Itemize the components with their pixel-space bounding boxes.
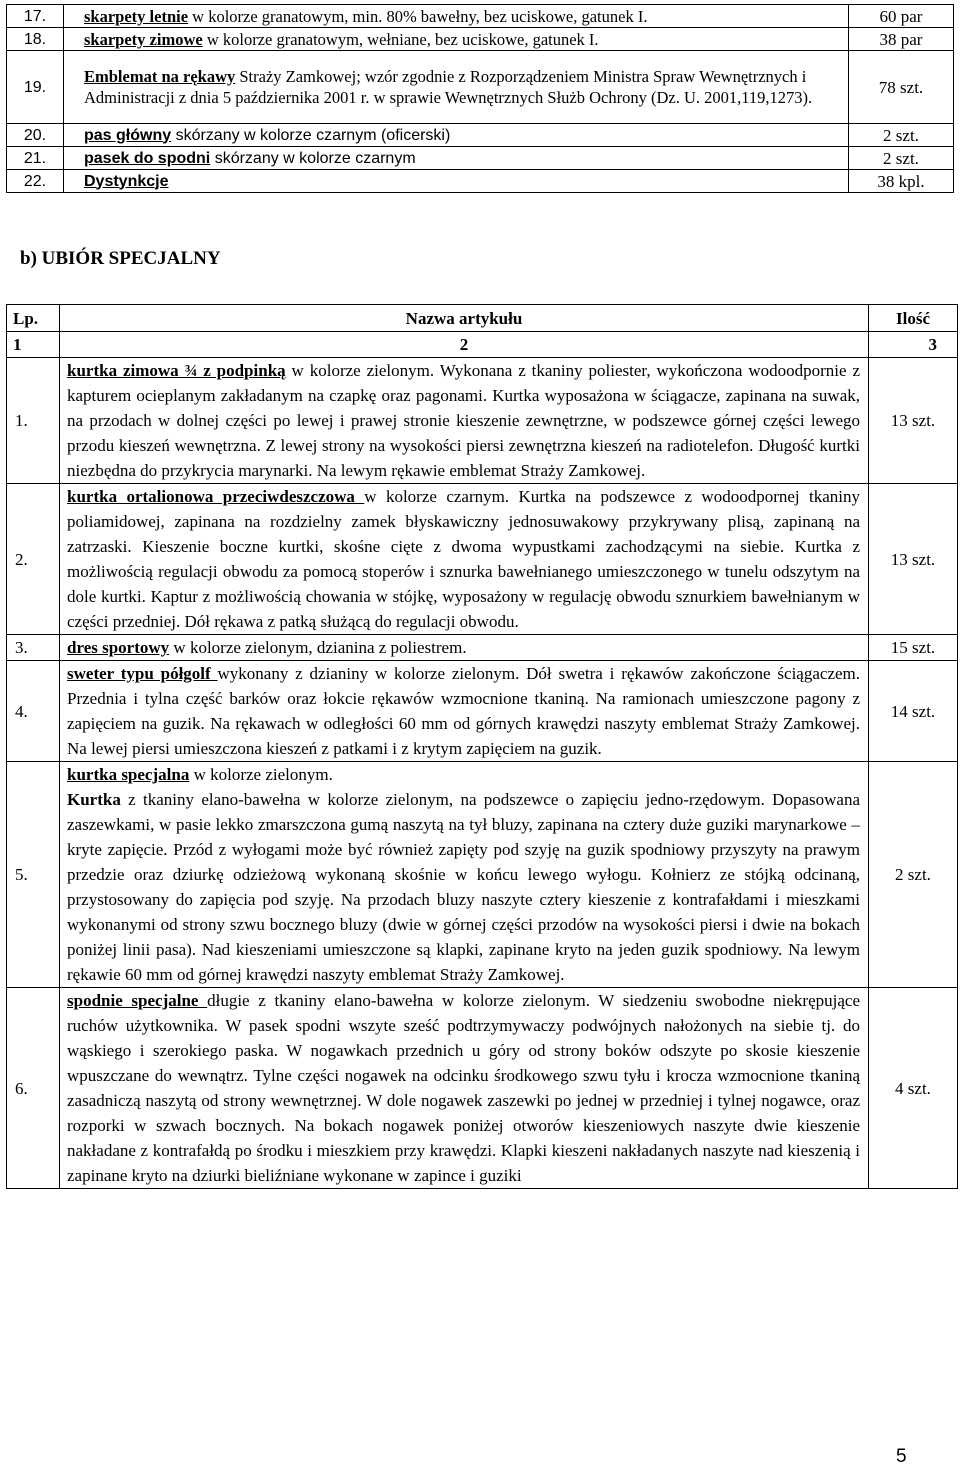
item-description [60,484,869,635]
item-name: pasek do spodni [84,149,211,167]
table-row [7,762,958,988]
table-row [7,988,958,1189]
row-number: 22. [7,170,64,193]
item-details: w kolorze czarnym. Kurtka na podszewce z wodoodpornej tkaniny poliamidowej, zapinana na rozdzielny zamek błyskawiczny jednosuwakowy przykrywany plisą, zapinaną na zatrzaski. Kieszenie boczne kurtki, skośne cięte z dwoma wypustkami zachodzącymi na siebie. Kurtka z możliwością regulacji obwodu za pomocą stoperów i sznurka bawełnianego umieszczonego w tunelu odszytym na dole kurtki. Kaptur z możliwością chowania w stójkę, wyposażony w regulację obwodu sznurkiem bawełnianym w części przedniej. Dół rękawa z patką służącą do regulacji obwodu. [67,487,861,631]
table-header-row [7,305,958,332]
item-quantity: 60 par [849,5,954,28]
header-lp: Lp. [7,305,60,332]
table-row [7,124,954,147]
item-name: spodnie specjalne [67,991,208,1010]
table-row [7,484,958,635]
item-subject: Kurtka [67,790,121,809]
column-number-1: 1 [7,332,60,358]
row-number: 1. [7,358,60,484]
item-name: Emblemat na rękawy [84,67,236,86]
item-quantity: 78 szt. [849,51,954,124]
item-quantity: 14 szt. [869,661,958,762]
row-number: 20. [7,124,64,147]
page-number: 5 [896,1446,907,1467]
item-quantity: 2 szt. [849,147,954,170]
item-name: kurtka ortalionowa przeciwdeszczowa [67,487,365,506]
item-intro [67,762,860,787]
table-row [7,5,954,28]
item-name: Dystynkcje [84,172,169,190]
row-number: 5. [7,762,60,988]
item-quantity: 13 szt. [869,484,958,635]
header-qty: Ilość [869,305,958,332]
item-extended-details: z tkaniny elano-bawełna w kolorze zielonym, na podszewce o zapięciu jedno-rzędowym. Dopasowana zaszewkami, w pasie lekko zmarszczona gumą naszytą na tył bluzy, zapinana na cztery duże guziki marynarkowe – kryte zapięcie. Przód z wyłogami może być również zapięty pod szyję na guzik spodniowy przyszyty na prawym przedzie oraz dziurkę odzieżową wykonaną skośnie w końcu lewego wyłogu. Kołnierz ze stójką odcinaną, przystosowany do zapięcia pod szyję. Na przodach bluzy naszyte cztery kieszenie z kontrafałdami i mieszkami wykonanymi od strony szwu bocznego bluzy (dwie w górnej części przodów na wysokości piersi i dwie na bokach poniżej linii pasa). Nad kieszeniami umieszczone są klapki, zapinane kryto na jeden guzik spodniowy. Na lewym rękawie 60 mm od górnej krawędzi naszyty emblemat Straży Zamkowej. [67,790,860,984]
item-details: skórzany w kolorze czarnym [210,149,416,167]
item-description [60,358,869,484]
item-details: w kolorze granatowym, min. 80% bawełny, bez uciskowe, gatunek I. [188,6,648,26]
item-description [64,5,849,28]
item-details: Straży Zamkowej; wzór zgodnie z Rozporządzeniem Ministra Spraw Wewnętrznych i Administracji z dnia 5 października 2001 r. w sprawie Wewnętrznych Służb Ochrony (Dz. U. 2001,119,1273). [84,67,813,107]
item-name: pas główny [84,126,172,144]
row-number: 21. [7,147,64,170]
row-number: 18. [7,28,64,51]
table-numbering-row [7,332,958,358]
item-name: skarpety zimowe [84,29,203,49]
item-details: wykonany z dzianiny w kolorze zielonym. Dół swetra i rękawów zakończone ściągaczem. Przednia i tylna część barków oraz łokcie rękawów wzmocnione tkaniną. Na ramionach umieszczone pagony z zapięciem na guzik. Na rękawach w odległości 60 mm od górnych krawędzi naszyty emblemat Straży Zamkowej. Na lewej piersi umieszczona kieszeń z patkami i z krytym zapięciem na guzik. [67,664,861,758]
item-description [64,28,849,51]
items-table-b [6,304,958,1189]
items-table-a [6,4,954,193]
item-details: w kolorze zielonym, dzianina z poliestrem. [169,638,467,657]
item-description [60,635,869,661]
row-number: 6. [7,988,60,1189]
item-name: kurtka specjalna [67,765,190,784]
item-name: sweter typu półgolf [67,664,218,683]
item-extended-description [67,787,860,987]
section-title: b) UBIÓR SPECJALNY [20,248,221,269]
item-details: w kolorze zielonym. [189,765,333,784]
row-number: 17. [7,5,64,28]
table-row [7,51,954,124]
item-description [60,988,869,1189]
column-number-2: 2 [60,332,869,358]
item-quantity: 38 kpl. [849,170,954,193]
table-row [7,661,958,762]
table-row [7,170,954,193]
item-quantity: 13 szt. [869,358,958,484]
item-name: dres sportowy [67,638,170,657]
item-description [60,762,869,988]
item-description [64,51,849,124]
row-number: 2. [7,484,60,635]
item-name: skarpety letnie [84,6,189,26]
row-number: 4. [7,661,60,762]
table-row [7,635,958,661]
column-number-3: 3 [869,332,958,358]
item-quantity: 4 szt. [869,988,958,1189]
item-description [60,661,869,762]
item-quantity: 2 szt. [869,762,958,988]
row-number: 19. [7,51,64,124]
item-quantity: 2 szt. [849,124,954,147]
item-name: kurtka zimowa ¾ z podpinką [67,361,286,380]
item-description [64,147,849,170]
item-details: w kolorze zielonym. Wykonana z tkaniny poliester, wykończona wodoodpornie z kapturem ocieplanym zakładanym na czapkę oraz pagonami. Kurtka wyposażona w ściągacze, zapinana na suwak, na przodach w dolnej części po lewej i prawej stronie kieszenie zewnętrzne, w podszewce górnej części lewego przodu kieszeń wewnętrzna. Z lewej strony na wysokości piersi zewnętrzna kieszeń na radiotelefon. Długość kurtki niezbędna do przykrycia marynarki. Na lewym rękawie emblemat Straży Zamkowej. [67,361,860,480]
item-quantity: 38 par [849,28,954,51]
item-details: skórzany w kolorze czarnym (oficerski) [171,126,451,144]
row-number: 3. [7,635,60,661]
table-row [7,358,958,484]
table-row [7,147,954,170]
item-details: w kolorze granatowym, wełniane, bez uciskowe, gatunek I. [202,29,599,49]
item-description [64,124,849,147]
header-name: Nazwa artykułu [60,305,869,332]
item-details: długie z tkaniny elano-bawełna w kolorze zielonym. W siedzeniu swobodne niekrępujące ruchów użytkownika. W pasek spodni wszyte sześć podtrzymywaczy podwójnych nałożonych na siebie tj. do wąskiego i szerokiego paska. W nogawkach przednich u góry od strony boków odszyte po skosie kieszenie wpuszczane do wewnątrz. Tylne części nogawek na odcinku środkowego szwu tyłu i krocza wzmocnione tkaniną zasadniczą naszytą od strony wewnętrznej. W dole nogawek zaszewki po jednej w przedniej i tylnej nogawce, oraz rozporki w szwach bocznych. Na bokach nogawek poniżej otworów kieszeniowych naszyte dwie kieszenie nakładane z kontrafałdą po środku i mieszkiem przy krawędzi. Klapki kieszeni nakładanych naszyte nad kieszenią i zapinane kryto na dziurki bieliźniane wykonane w zapince i guziki [67,991,860,1185]
table-row [7,28,954,51]
item-description [64,170,849,193]
item-quantity: 15 szt. [869,635,958,661]
